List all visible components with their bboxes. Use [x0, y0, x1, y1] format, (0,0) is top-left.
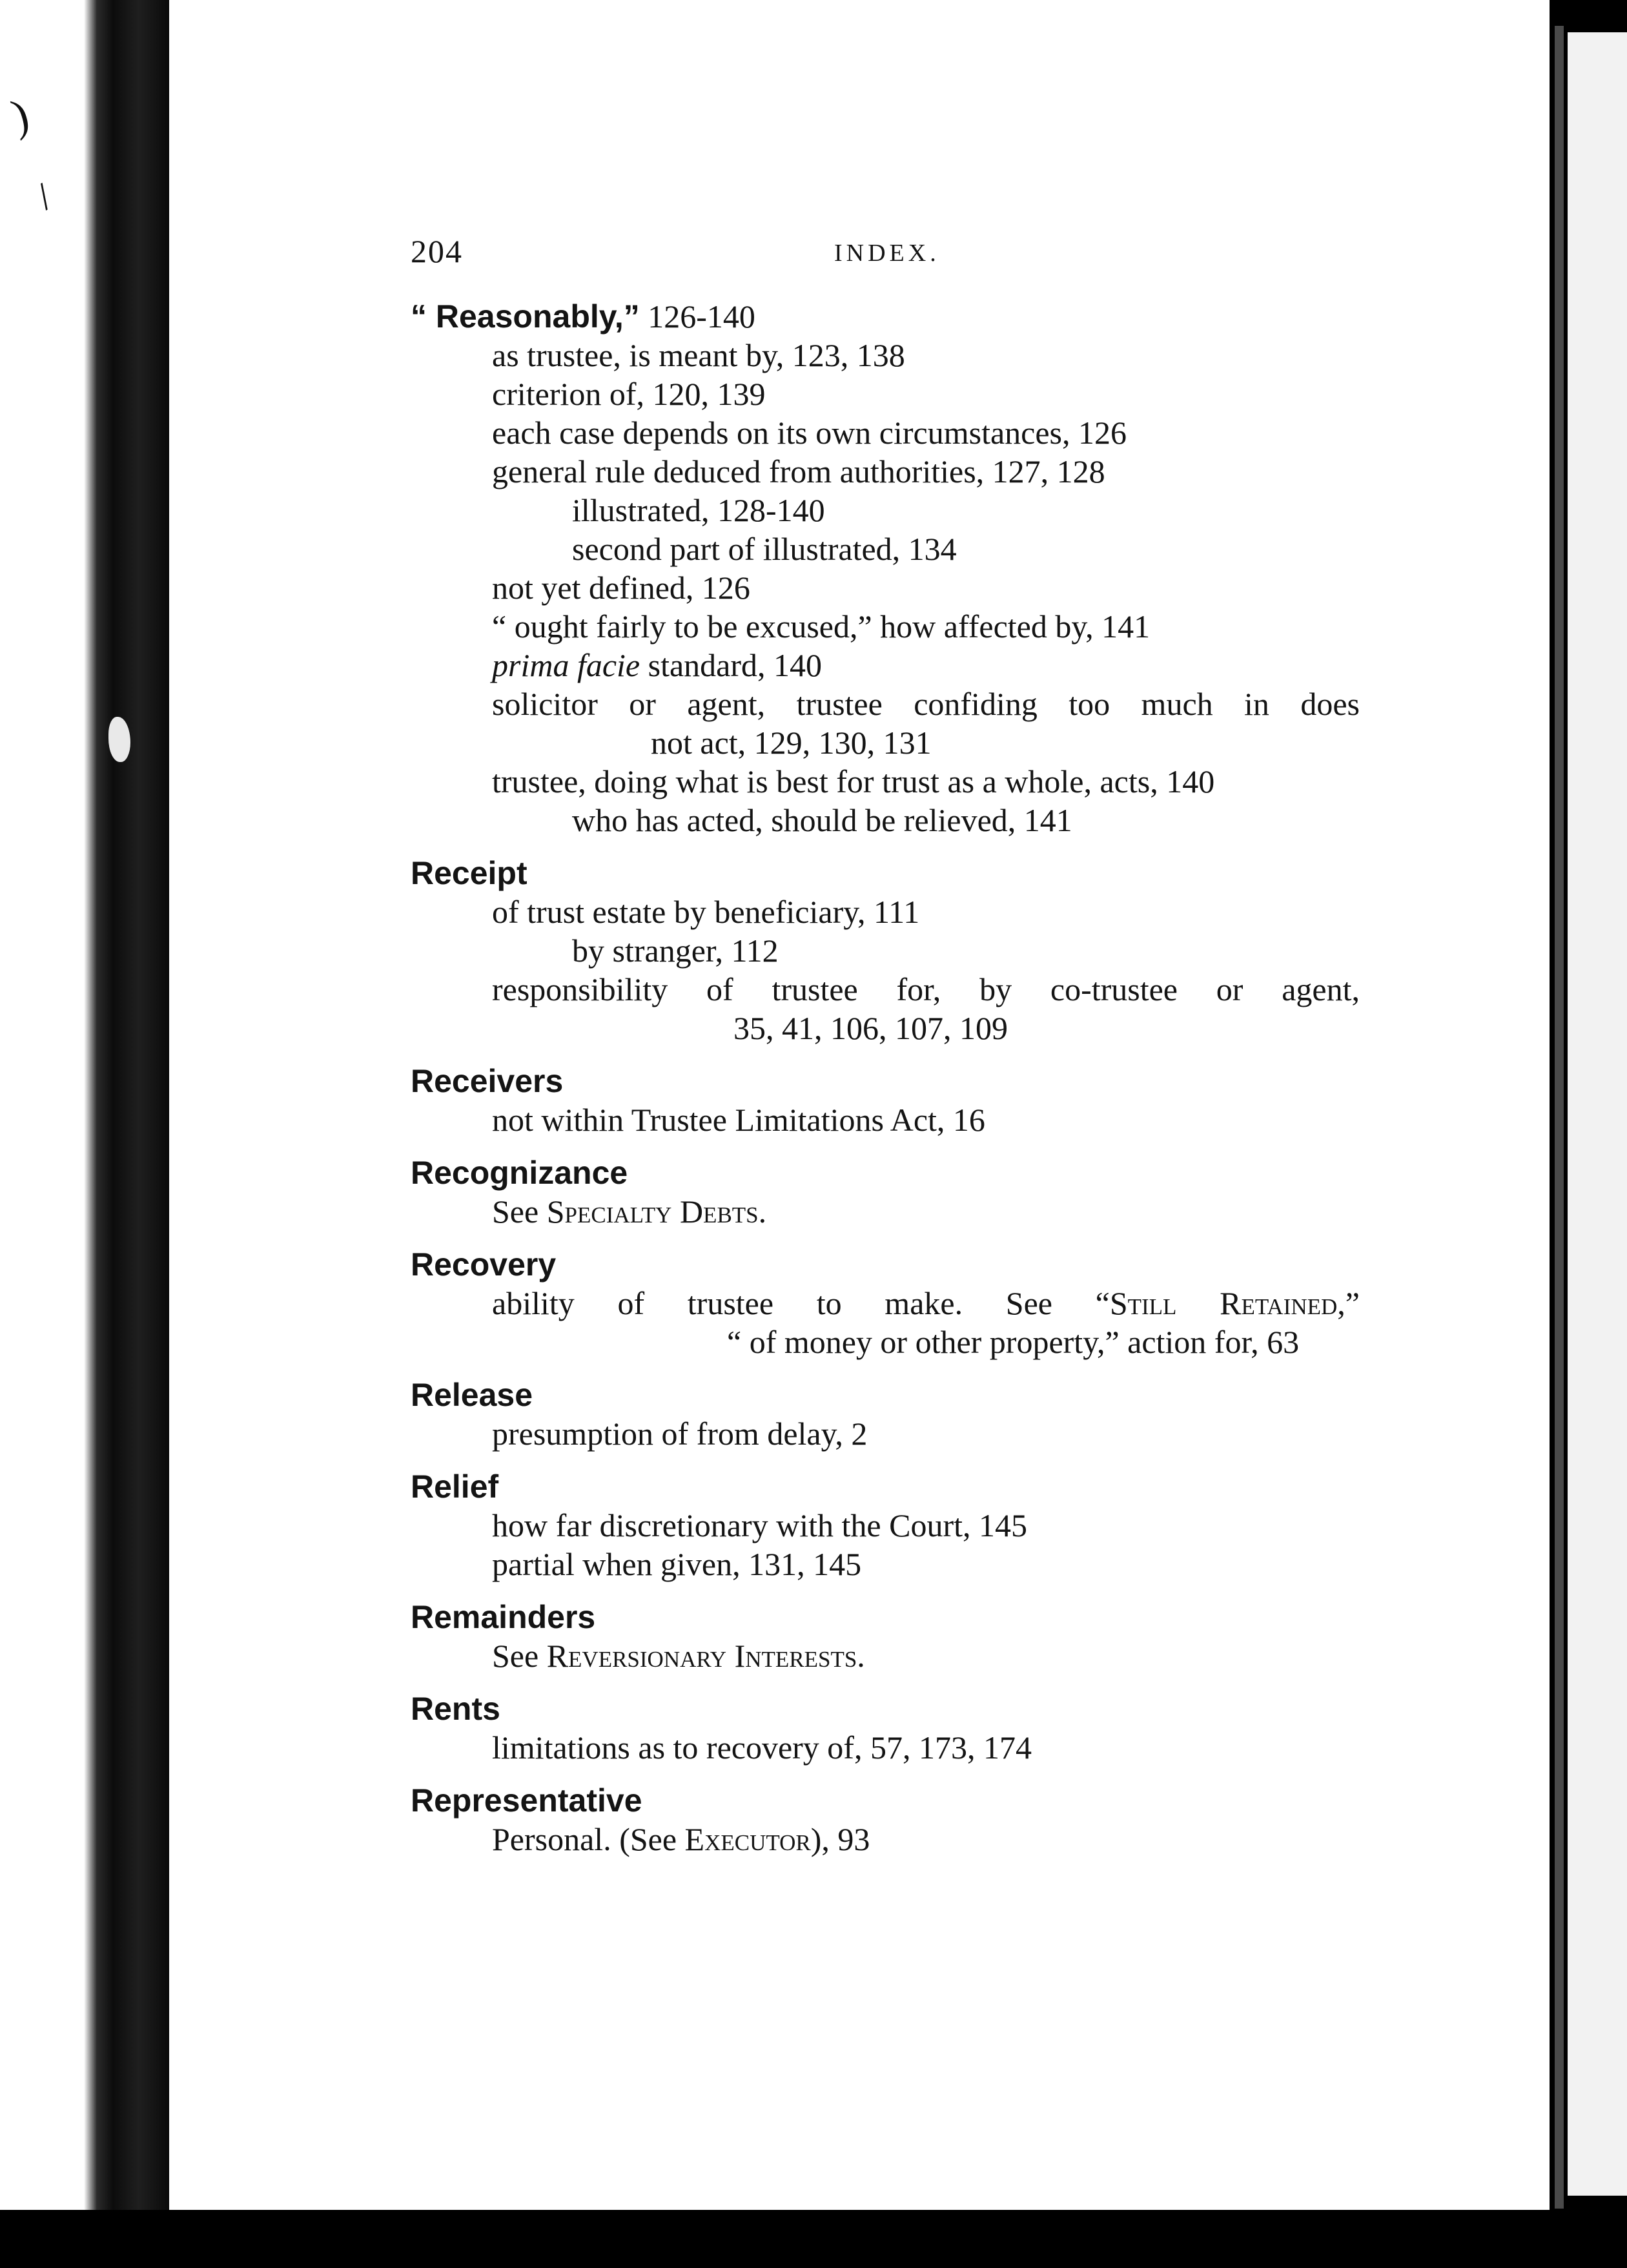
subentry: trustee, doing what is best for trust as a whole, acts, 140	[492, 763, 1215, 799]
index-entry-remainders	[411, 1598, 1360, 1675]
subentry: not within Trustee Limitations Act, 16	[492, 1102, 985, 1138]
cross-reference: Specialty Debts	[546, 1193, 759, 1230]
index-entries	[411, 297, 1360, 1873]
index-term: Relief	[411, 1469, 499, 1505]
subentry: “ ought fairly to be excused,” how affected by, 141	[492, 608, 1151, 644]
index-entry-receivers	[411, 1062, 1360, 1139]
index-entry-receipt	[411, 854, 1360, 1047]
pencil-mark: )	[6, 90, 34, 142]
term-page-ref: 126-140	[639, 298, 755, 335]
subentry: general rule deduced from authorities, 127, 128	[492, 453, 1105, 490]
subentry: not yet defined, 126	[492, 570, 750, 606]
subentry: each case depends on its own circumstances, 126	[492, 415, 1127, 451]
subentry-continuation: 35, 41, 106, 107, 109	[733, 1010, 1008, 1046]
page-number: 204	[411, 233, 463, 269]
subentry: partial when given, 131, 145	[492, 1546, 862, 1582]
index-term: Receipt	[411, 855, 527, 891]
subentry: responsibility of trustee for, by co-trustee or agent,	[492, 971, 1360, 1007]
index-entry-release	[411, 1376, 1360, 1453]
index-entry-relief	[411, 1467, 1360, 1583]
index-term: Remainders	[411, 1599, 596, 1635]
subentry-continuation: “ of money or other property,” action for, 63	[727, 1324, 1300, 1360]
cross-reference: Executor	[684, 1821, 811, 1857]
latin-phrase: prima facie	[492, 647, 640, 683]
cross-reference: Reversionary Interests	[546, 1638, 857, 1674]
index-entry-recognizance	[411, 1153, 1360, 1231]
subentry: who has acted, should be relieved, 141	[572, 802, 1072, 838]
subentry: as trustee, is meant by, 123, 138	[492, 337, 905, 373]
subentry: criterion of, 120, 139	[492, 376, 766, 412]
index-entry-rents	[411, 1689, 1360, 1767]
subentry: by stranger, 112	[572, 933, 779, 969]
subentry: second part of illustrated, 134	[572, 531, 957, 567]
subentry: ability of trustee to make. See “Still Retained,”	[492, 1285, 1360, 1321]
cross-reference: Still Retained	[1109, 1285, 1338, 1321]
subentry: illustrated, 128-140	[572, 492, 825, 528]
subentry: solicitor or agent, trustee confiding too much in does	[492, 686, 1360, 722]
subentry-continuation: not act, 129, 130, 131	[651, 725, 932, 761]
index-term: “ Reasonably,” 126-140	[411, 298, 755, 335]
subentry: limitations as to recovery of, 57, 173, 174	[492, 1729, 1032, 1766]
subentry: how far discretionary with the Court, 145	[492, 1507, 1027, 1543]
subentry: See Reversionary Interests.	[492, 1638, 865, 1674]
running-head	[411, 232, 1347, 271]
index-entry-recovery	[411, 1245, 1360, 1361]
subentry: See Specialty Debts.	[492, 1193, 767, 1230]
index-term: Release	[411, 1377, 533, 1413]
index-term: Recovery	[411, 1246, 557, 1283]
subentry: presumption of from delay, 2	[492, 1416, 868, 1452]
pencil-mark: /	[28, 175, 59, 218]
subentry: of trust estate by beneficiary, 111	[492, 894, 920, 930]
index-term: Rents	[411, 1691, 500, 1727]
index-entry-representative	[411, 1781, 1360, 1859]
running-title: INDEX.	[834, 240, 940, 267]
subentry: prima facie standard, 140	[492, 647, 823, 683]
index-term: Representative	[411, 1782, 642, 1819]
subentry: Personal. (See Executor), 93	[492, 1821, 870, 1857]
index-term: Recognizance	[411, 1155, 628, 1191]
index-entry-reasonably	[411, 297, 1360, 840]
index-term: Receivers	[411, 1063, 564, 1099]
